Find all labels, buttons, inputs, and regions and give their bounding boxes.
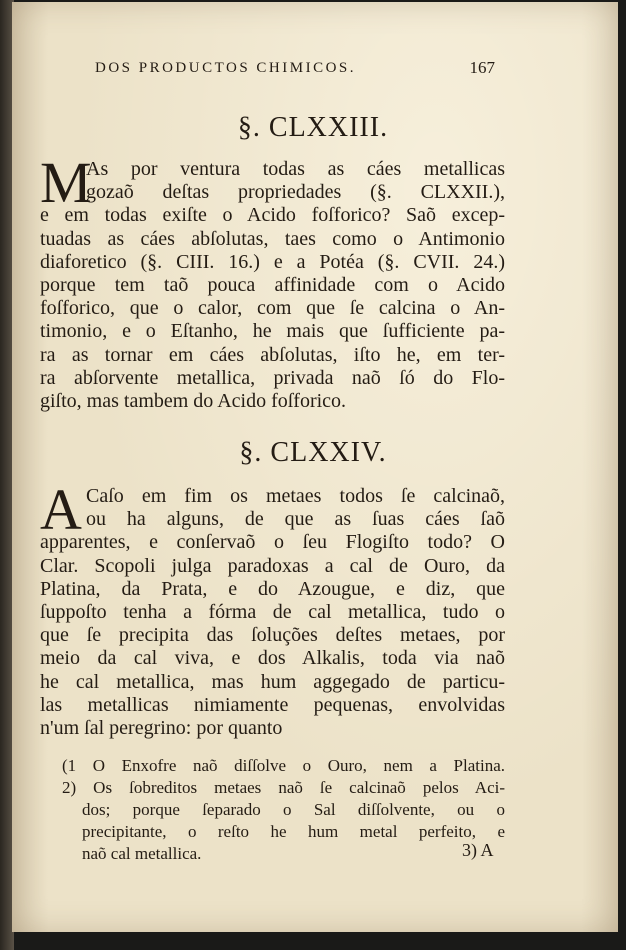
footnotes <box>62 755 505 865</box>
footnote-line: dos; porque ſeparado o Sal diſſolvente, ou o <box>82 800 505 819</box>
text-line: apparentes, e conſervaõ o ſeu Flogiſto todo? O <box>40 531 505 554</box>
text-line: Caſo em fim os metaes todos ſe calcinaõ, <box>86 485 505 507</box>
footnote-line: (1 O Enxofre naõ diſſolve o Ouro, nem a Platina. <box>62 756 505 775</box>
text-line: Clar. Scopoli julga paradoxas a cal de Ouro, da <box>40 554 505 577</box>
text-line: ou ha alguns, de que as ſuas cáes ſaõ <box>86 508 505 531</box>
running-head-title: DOS PRODUCTOS CHIMICOS. <box>95 60 357 76</box>
text-line: diaforetico (§. CIII. 16.) e a Potéa (§. CVII. 24.) <box>40 250 505 273</box>
footnote-line: 2) Os ſobreditos metaes naõ ſe calcinaõ pelos Aci- <box>62 778 505 797</box>
page-number: 167 <box>469 58 495 77</box>
section-heading-clxxiii: §. CLXXIII. <box>237 112 389 143</box>
text-line: timonio, e o Eſtanho, he mais que ſufficiente pa- <box>40 320 505 343</box>
text-line: que ſe precipita das ſoluções deſtes metaes, por <box>40 624 505 647</box>
text-line: tuadas as cáes abſolutas, taes como o Antimonio <box>40 227 505 250</box>
text-line: e em todas exiſte o Acido foſforico? Saõ excep- <box>40 204 505 227</box>
text-line: Platina, da Prata, e do Azougue, e diz, que <box>40 577 505 600</box>
text-line: he cal metallica, mas hum aggegado de particu- <box>40 670 505 693</box>
text-line: porque tem taõ pouca affinidade com o Acido <box>40 273 505 296</box>
text-line: As por ventura todas as cáes metallicas <box>86 158 505 180</box>
text-line: las metallicas nimiamente pequenas, envolvidas <box>40 693 505 716</box>
running-head <box>95 60 495 77</box>
section-clxxiii-body <box>40 150 505 413</box>
text-line: ra as tornar em cáes abſolutas, iſto he, em ter- <box>40 343 505 366</box>
footnote-line: precipitante, o reſto he hum metal perfeito, e <box>82 822 505 841</box>
section-clxxiv-body <box>40 477 505 740</box>
footnote-line: naõ cal metallica. <box>82 844 202 863</box>
text-line: meio da cal viva, e dos Alkalis, toda via naõ <box>40 647 505 670</box>
drop-cap: M <box>40 150 92 215</box>
text-line: ra abſorvente metallica, privada naõ ſó do Flo- <box>40 366 505 389</box>
section-heading-clxxiv: §. CLXXIV. <box>239 437 387 468</box>
text-line: ſuppoſto tenha a fórma de cal metallica, tudo o <box>40 600 505 623</box>
text-line: gozaõ deſtas propriedades (§. CLXXII.), <box>86 181 505 204</box>
text-line: giſto, mas tambem do Acido foſforico. <box>40 389 347 412</box>
text-line: foſforico, que o calor, com que ſe calcina o An- <box>40 297 505 320</box>
drop-cap: A <box>40 477 82 542</box>
catchword: 3) A <box>462 840 494 860</box>
text-line: n'um ſal peregrino: por quanto <box>40 716 283 739</box>
